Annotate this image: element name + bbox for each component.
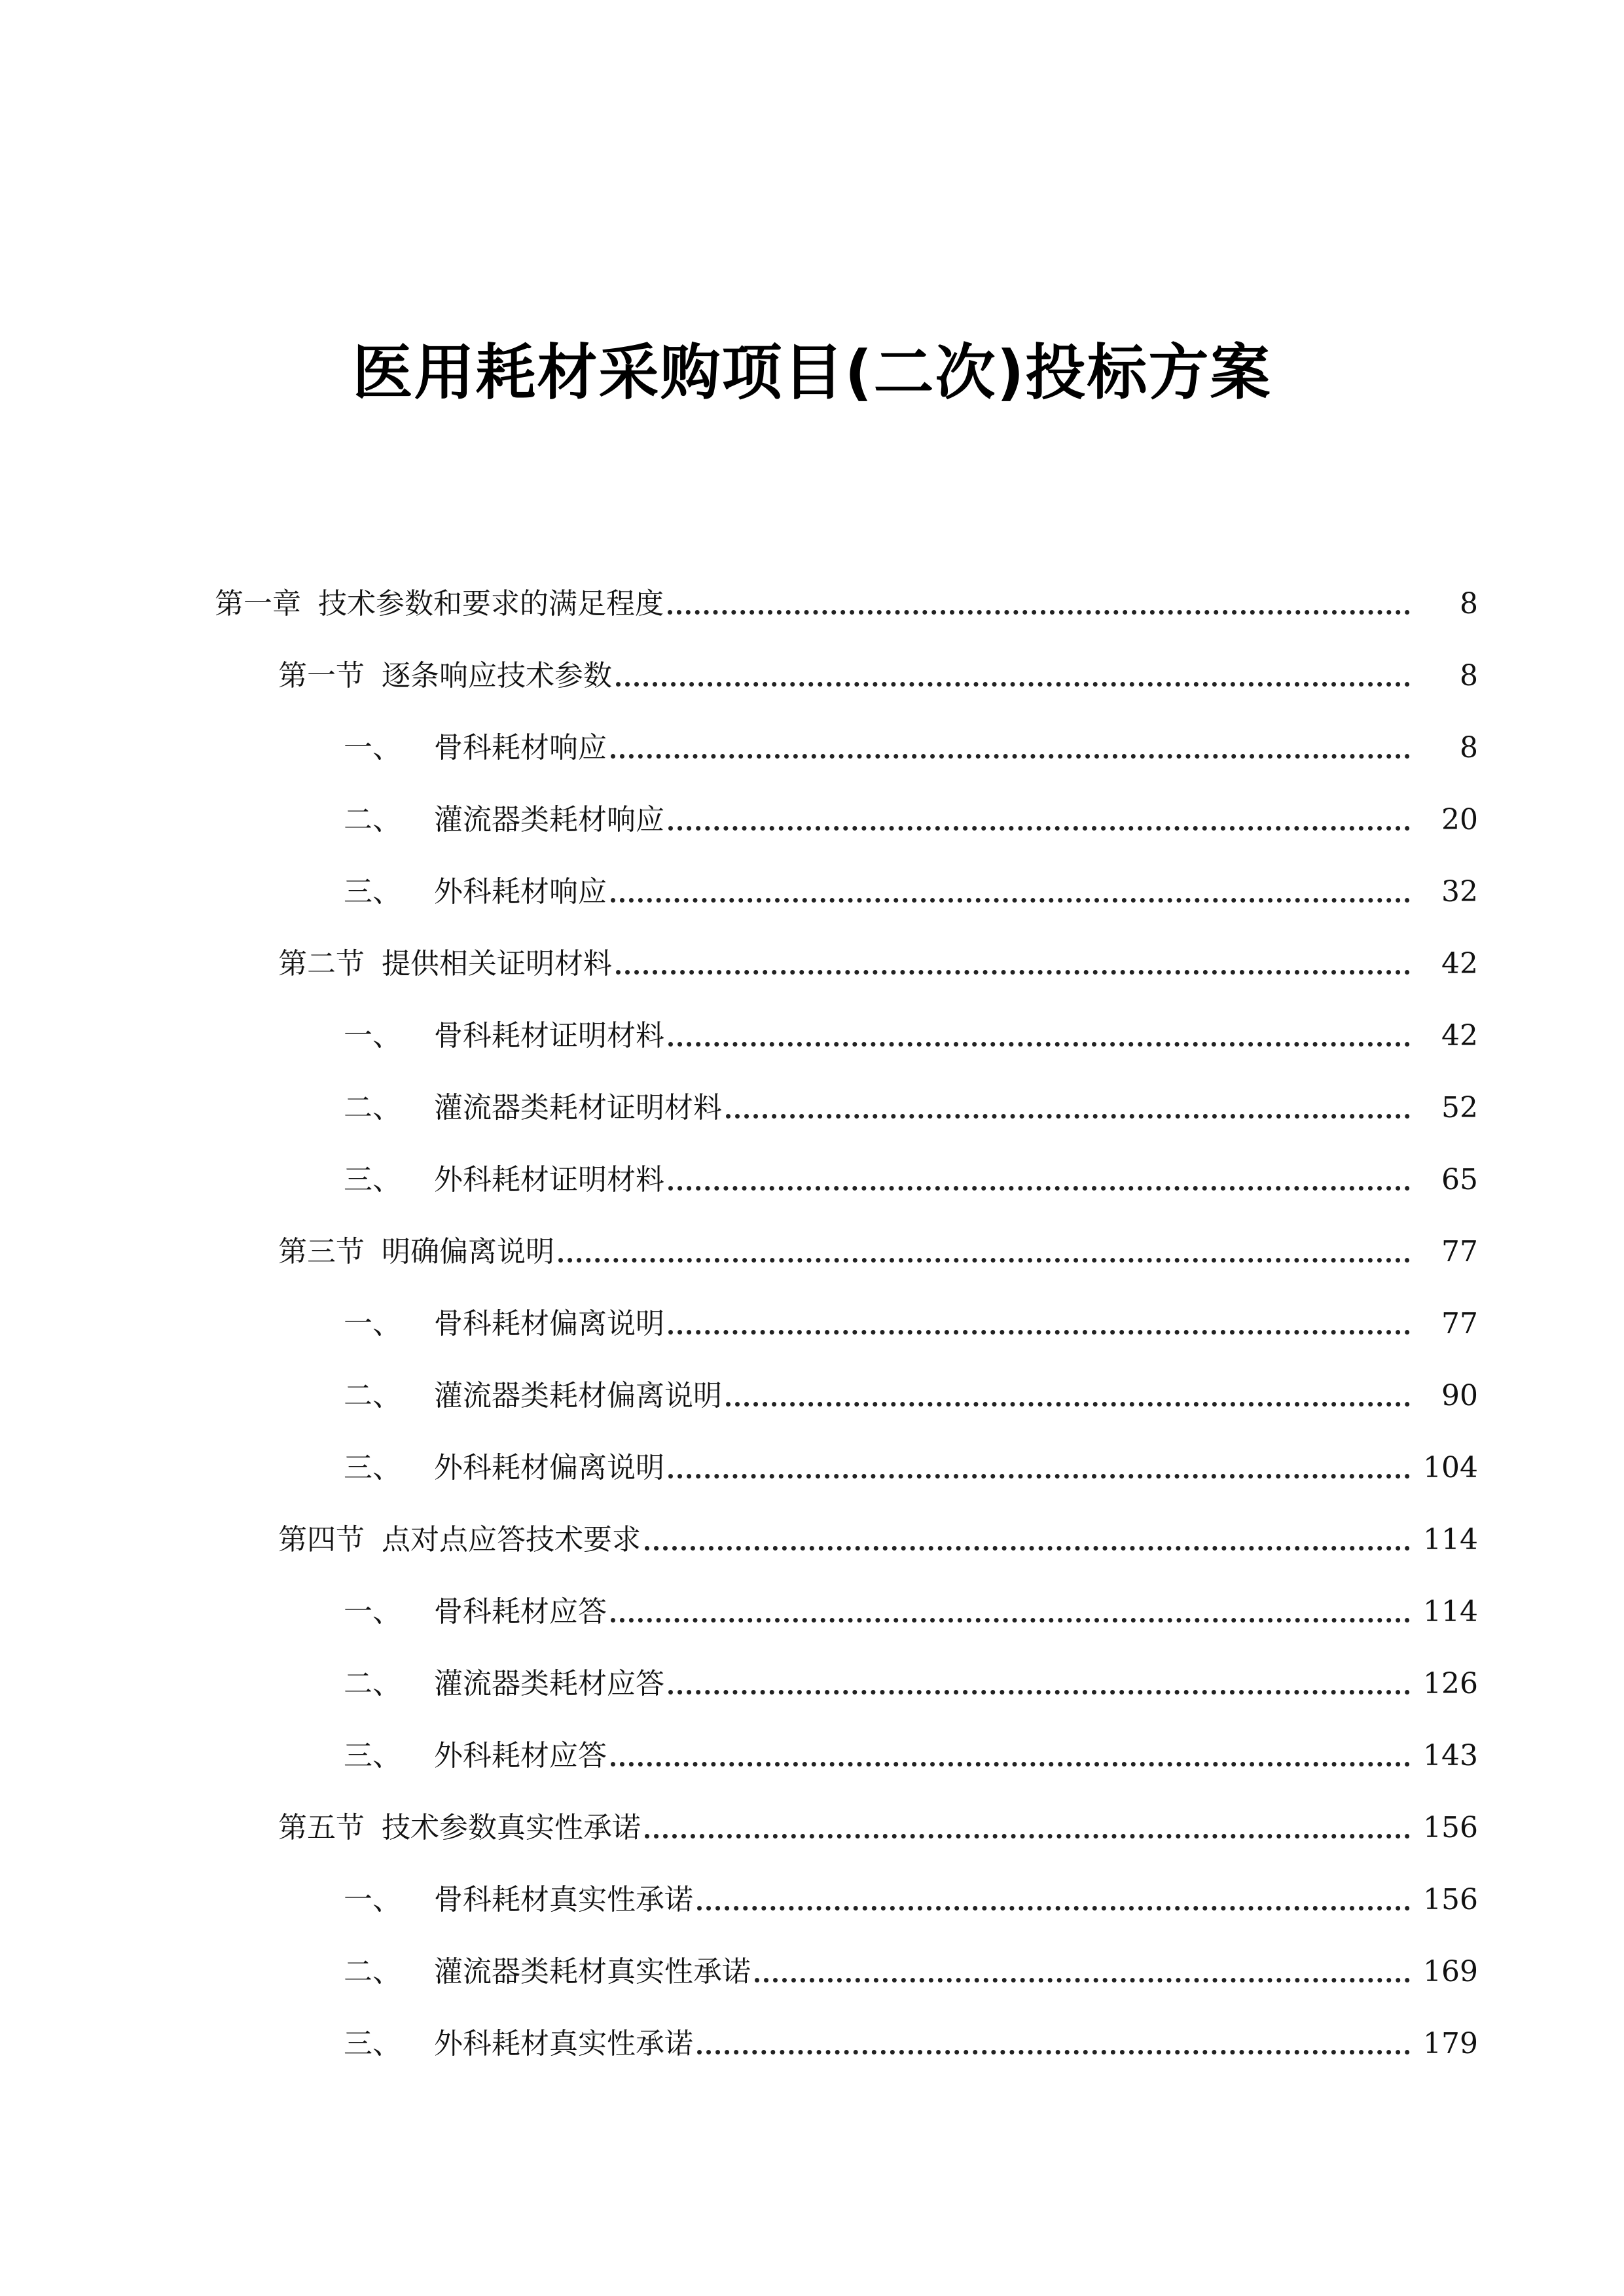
toc-entry-text: 灌流器类耗材证明材料 [434, 1091, 722, 1124]
toc-entry-text: 骨科耗材响应 [434, 731, 607, 764]
toc-entry-label [344, 1088, 722, 1128]
toc-entry-section-5[interactable] [0, 1792, 1624, 1864]
toc-dot-leader [755, 1949, 1410, 1982]
toc-page-number: 179 [1423, 2027, 1478, 2060]
toc-entry-prefix: 第二节 [278, 947, 365, 980]
document-title: 医用耗材采购项目(二次)投标方案 [352, 338, 1272, 408]
toc-page-number: 8 [1460, 731, 1478, 764]
table-of-contents [0, 568, 1624, 2080]
toc-entry-section-2[interactable] [0, 928, 1624, 1000]
toc-dot-leader [611, 725, 1410, 759]
toc-entry-item[interactable] [0, 1072, 1624, 1144]
toc-entry-label [344, 2024, 693, 2064]
toc-page-number: 65 [1441, 1163, 1478, 1196]
toc-entry-item[interactable] [0, 784, 1624, 856]
toc-entry-item[interactable] [0, 856, 1624, 928]
toc-page-number: 90 [1441, 1379, 1478, 1412]
toc-entry-prefix: 一、 [344, 731, 401, 764]
toc-entry-text: 骨科耗材证明材料 [434, 1019, 664, 1052]
toc-entry-label [278, 1232, 554, 1272]
toc-page-number: 20 [1441, 803, 1478, 836]
toc-entry-text: 骨科耗材应答 [434, 1595, 607, 1628]
toc-page-number: 42 [1441, 1019, 1478, 1052]
toc-dot-leader [616, 941, 1410, 975]
toc-entry-text: 灌流器类耗材真实性承诺 [434, 1955, 751, 1988]
toc-entry-prefix: 二、 [344, 1379, 401, 1412]
toc-entry-prefix: 三、 [344, 1163, 401, 1196]
toc-page-number: 52 [1441, 1091, 1478, 1124]
toc-entry-item[interactable] [0, 1720, 1624, 1792]
toc-entry-prefix: 第五节 [278, 1811, 365, 1844]
toc-dot-leader [726, 1373, 1410, 1407]
toc-entry-text: 技术参数真实性承诺 [382, 1811, 641, 1844]
toc-entry-text: 外科耗材响应 [434, 875, 607, 908]
toc-entry-prefix: 第四节 [278, 1523, 365, 1556]
toc-entry-item[interactable] [0, 1288, 1624, 1360]
toc-dot-leader [668, 581, 1410, 615]
toc-entry-item[interactable] [0, 1864, 1624, 1936]
toc-entry-text: 灌流器类耗材响应 [434, 803, 664, 836]
toc-dot-leader [611, 1733, 1410, 1767]
toc-dot-leader [668, 1157, 1410, 1191]
toc-dot-leader [668, 797, 1410, 831]
toc-entry-label [344, 800, 664, 840]
toc-entry-label [278, 656, 612, 696]
toc-dot-leader [558, 1229, 1410, 1263]
toc-entry-text: 外科耗材应答 [434, 1739, 607, 1772]
toc-page-number: 114 [1423, 1595, 1478, 1628]
toc-entry-text: 外科耗材真实性承诺 [434, 2027, 693, 2060]
toc-entry-prefix: 一、 [344, 1019, 401, 1052]
toc-entry-text: 外科耗材偏离说明 [434, 1451, 664, 1484]
toc-dot-leader [726, 1085, 1410, 1119]
toc-entry-label [215, 584, 664, 624]
toc-entry-prefix: 二、 [344, 1091, 401, 1124]
toc-entry-label [344, 1736, 607, 1776]
toc-entry-prefix: 三、 [344, 1739, 401, 1772]
toc-entry-text: 明确偏离说明 [382, 1235, 554, 1268]
toc-page-number: 126 [1423, 1667, 1478, 1700]
toc-entry-prefix: 第三节 [278, 1235, 365, 1268]
toc-entry-text: 点对点应答技术要求 [382, 1523, 641, 1556]
toc-entry-label [344, 1160, 664, 1200]
toc-entry-prefix: 一、 [344, 1595, 401, 1628]
toc-page-number: 156 [1423, 1811, 1478, 1844]
toc-entry-label [278, 944, 612, 984]
toc-entry-text: 骨科耗材偏离说明 [434, 1307, 664, 1340]
toc-dot-leader [616, 653, 1410, 687]
toc-page-number: 8 [1460, 587, 1478, 620]
toc-entry-prefix: 一、 [344, 1307, 401, 1340]
toc-entry-label [278, 1808, 641, 1848]
toc-dot-leader [697, 1877, 1410, 1910]
toc-entry-prefix: 第一节 [278, 659, 365, 692]
toc-entry-item[interactable] [0, 1648, 1624, 1720]
toc-page-number: 104 [1423, 1451, 1478, 1484]
toc-dot-leader [668, 1445, 1410, 1479]
toc-entry-chapter-1[interactable] [0, 568, 1624, 640]
toc-entry-prefix: 二、 [344, 1955, 401, 1988]
toc-entry-prefix: 三、 [344, 875, 401, 908]
toc-entry-label [344, 1952, 751, 1992]
toc-dot-leader [668, 1013, 1410, 1047]
toc-entry-text: 提供相关证明材料 [382, 947, 612, 980]
toc-page-number: 77 [1441, 1307, 1478, 1340]
toc-dot-leader [668, 1301, 1410, 1335]
toc-entry-label [344, 1592, 607, 1632]
toc-page-number: 114 [1423, 1523, 1478, 1556]
toc-entry-section-4[interactable] [0, 1504, 1624, 1576]
toc-dot-leader [645, 1517, 1410, 1551]
toc-entry-label [344, 872, 607, 912]
toc-entry-label [344, 1448, 664, 1488]
toc-entry-label [344, 728, 607, 768]
toc-entry-item[interactable] [0, 712, 1624, 784]
toc-dot-leader [611, 869, 1410, 903]
toc-dot-leader [645, 1805, 1410, 1839]
toc-entry-text: 逐条响应技术参数 [382, 659, 612, 692]
toc-page-number: 32 [1441, 875, 1478, 908]
toc-entry-item[interactable] [0, 1936, 1624, 2008]
toc-entry-text: 灌流器类耗材偏离说明 [434, 1379, 722, 1412]
toc-dot-leader [611, 1589, 1410, 1623]
toc-entry-prefix: 一、 [344, 1883, 401, 1916]
toc-page-number: 169 [1423, 1955, 1478, 1988]
toc-entry-label [344, 1016, 664, 1056]
toc-entry-item[interactable] [0, 1360, 1624, 1432]
toc-dot-leader [668, 1661, 1410, 1695]
toc-entry-label [344, 1664, 664, 1704]
toc-entry-item[interactable] [0, 1432, 1624, 1504]
toc-entry-prefix: 第一章 [215, 587, 301, 620]
toc-entry-text: 骨科耗材真实性承诺 [434, 1883, 693, 1916]
toc-entry-label [278, 1520, 641, 1560]
toc-dot-leader [697, 2021, 1410, 2054]
toc-page-number: 77 [1441, 1235, 1478, 1268]
toc-entry-text: 外科耗材证明材料 [434, 1163, 664, 1196]
toc-entry-section-1[interactable] [0, 640, 1624, 712]
toc-entry-prefix: 二、 [344, 803, 401, 836]
toc-entry-text: 技术参数和要求的满足程度 [318, 587, 664, 620]
toc-entry-item[interactable] [0, 1000, 1624, 1072]
toc-page-number: 42 [1441, 947, 1478, 980]
toc-entry-item[interactable] [0, 1144, 1624, 1216]
toc-entry-text: 灌流器类耗材应答 [434, 1667, 664, 1700]
toc-entry-section-3[interactable] [0, 1216, 1624, 1288]
toc-page-number: 8 [1460, 659, 1478, 692]
toc-entry-prefix: 二、 [344, 1667, 401, 1700]
toc-page-number: 143 [1423, 1739, 1478, 1772]
toc-entry-item[interactable] [0, 1576, 1624, 1648]
toc-entry-label [344, 1304, 664, 1344]
toc-page-number: 156 [1423, 1883, 1478, 1916]
toc-entry-prefix: 三、 [344, 2027, 401, 2060]
toc-entry-label [344, 1880, 693, 1920]
toc-entry-item[interactable] [0, 2008, 1624, 2080]
toc-entry-label [344, 1376, 722, 1416]
toc-entry-prefix: 三、 [344, 1451, 401, 1484]
